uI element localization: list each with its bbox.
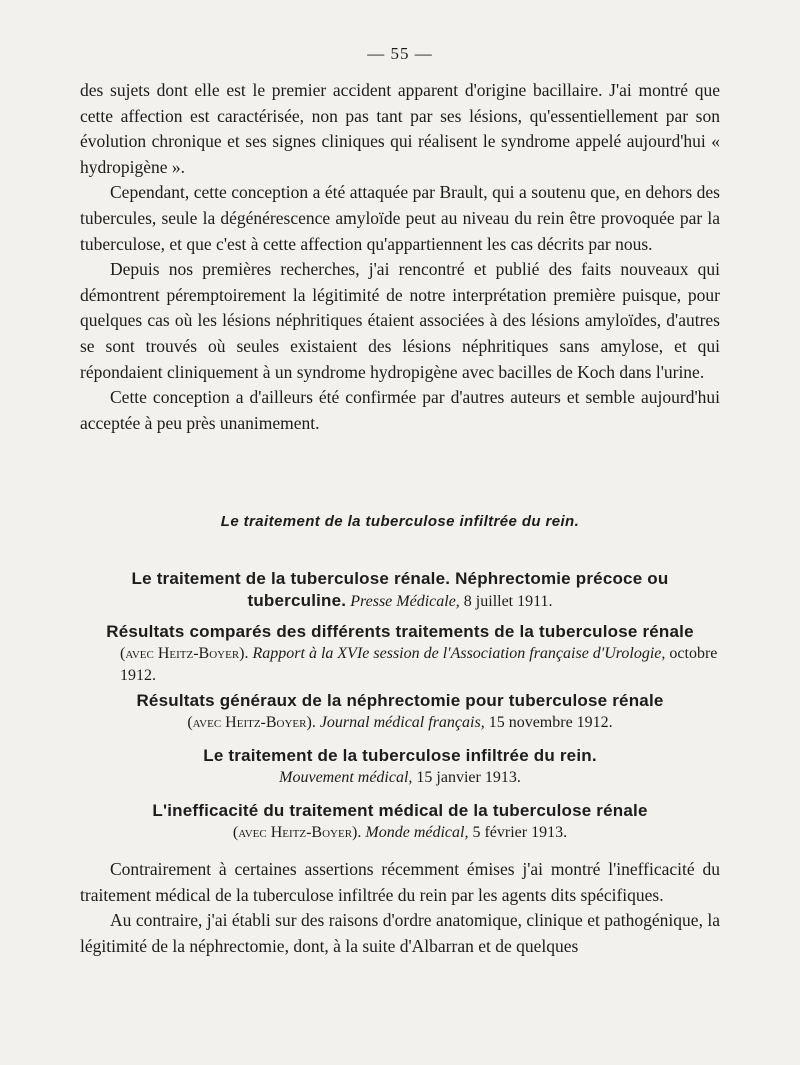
reference-coauthor: (avec Heitz-Boyer). — [120, 645, 249, 662]
reference-entry — [80, 568, 720, 613]
reference-date: 15 janvier 1913. — [416, 769, 521, 786]
paragraph: des sujets dont elle est le premier accident apparent d'origine bacillaire. J'ai montré que cette affection est caractérisée, non pas tant par ses lésions, qu'essentiellement par son évolution chronique et ses signes cliniques qui réalisent le syndrome appelé aujourd'hui « hydropigène ». — [80, 80, 720, 177]
reference-date: 8 juillet 1911. — [463, 593, 553, 610]
reference-title: L'inefficacité du traitement médical de la tuberculose rénale — [152, 801, 648, 820]
reference-date: 15 novembre 1912. — [488, 714, 613, 731]
reference-date: 5 février 1913. — [472, 824, 568, 841]
reference-entry — [80, 745, 720, 789]
reference-title: Résultats généraux de la néphrectomie pour tuberculose rénale — [136, 691, 664, 710]
body-text-bottom — [80, 857, 720, 959]
section-heading: Le traitement de la tuberculose infiltrée du rein. — [220, 513, 580, 530]
paragraph: Au contraire, j'ai établi sur des raisons d'ordre anatomique, clinique et pathogénique, la légitimité de la néphrectomie, dont, à la suite d'Albarran et de quelques — [80, 910, 720, 956]
reference-title: Le traitement de la tuberculose infiltrée du rein. — [203, 746, 597, 765]
body-text-top — [80, 78, 720, 436]
paragraph: Cependant, cette conception a été attaquée par Brault, qui a soutenu que, en dehors des tubercules, seule la dégénérescence amyloïde peut au niveau du rein être provoquée par la tuberculose, et que c'est à cette affection qu'appartiennent les cas décrits par nous. — [80, 182, 720, 254]
reference-journal: Rapport à la XVIe session de l'Association française d'Urologie, — [252, 645, 666, 662]
reference-date: octobre 1912. — [120, 645, 718, 684]
reference-entry — [80, 621, 720, 687]
reference-title: Résultats comparés des différents traitements de la tuberculose rénale — [106, 622, 694, 641]
paragraph: Cette conception a d'ailleurs été confirmée par d'autres auteurs et semble aujourd'hui acceptée à peu près unanimement. — [80, 387, 720, 433]
paragraph: Contrairement à certaines assertions récemment émises j'ai montré l'inefficacité du traitement médical de la tuberculose infiltrée du rein par les agents dits spécifiques. — [80, 859, 720, 905]
reference-entry — [80, 690, 720, 734]
reference-title: Le traitement de la tuberculose rénale. Néphrectomie précoce ou tuberculine. — [131, 569, 669, 610]
page-number: — 55 — — [367, 44, 433, 63]
reference-coauthor: (avec Heitz-Boyer). — [187, 714, 316, 731]
reference-journal: Journal médical français, — [319, 714, 485, 731]
reference-journal: Mouvement médical, — [279, 769, 413, 786]
reference-journal: Monde médical, — [365, 824, 469, 841]
reference-journal: Presse Médicale, — [350, 593, 460, 610]
reference-coauthor: (avec Heitz-Boyer). — [232, 824, 362, 841]
reference-entry — [80, 800, 720, 844]
paragraph: Depuis nos premières recherches, j'ai rencontré et publié des faits nouveaux qui démontrent péremptoirement la légitimité de notre interprétation première puisque, pour quelques cas où les lésions néphritiques étaient associées à des lésions amyloïdes, d'autres se sont trouvés où seules existaient des lésions néphritiques sans amylose, et qui répondaient cliniquement à un syndrome hydropigène avec bacilles de Koch dans l'urine. — [80, 259, 720, 382]
